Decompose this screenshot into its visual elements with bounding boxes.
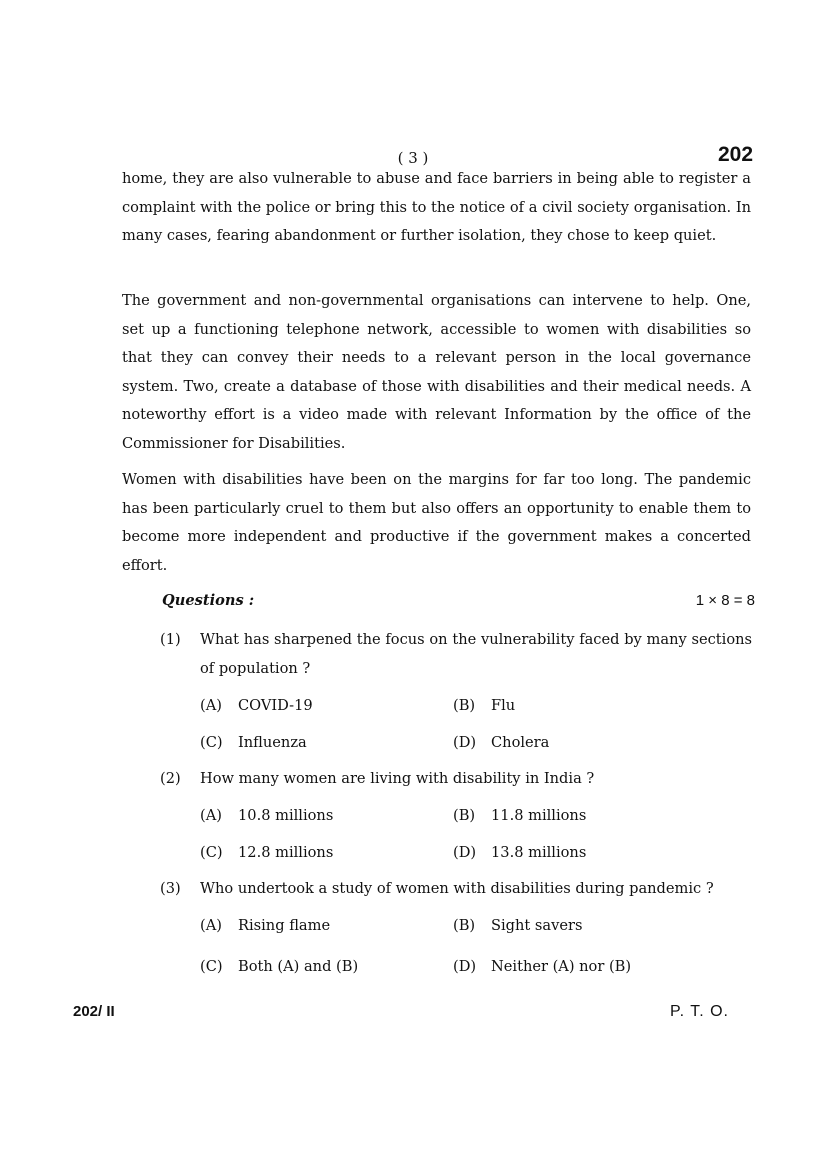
footer-pto: P. T. O. bbox=[670, 1003, 729, 1020]
option-text: 13.8 millions bbox=[491, 844, 587, 861]
option-text: Both (A) and (B) bbox=[238, 958, 359, 975]
option-3d bbox=[453, 956, 631, 978]
option-label: (C) bbox=[200, 844, 223, 861]
question-text: Who undertook a study of women with disabilities during pandemic ? bbox=[200, 880, 714, 897]
option-label: (B) bbox=[453, 917, 476, 934]
option-label: (D) bbox=[453, 958, 477, 975]
option-label: (A) bbox=[200, 697, 222, 714]
option-2c bbox=[200, 842, 333, 864]
question-number: (3) bbox=[160, 880, 181, 897]
option-3b bbox=[453, 915, 582, 937]
option-2d bbox=[453, 842, 586, 864]
option-label: (A) bbox=[200, 807, 222, 824]
option-text: 11.8 millions bbox=[491, 807, 587, 824]
option-label: (B) bbox=[453, 697, 476, 714]
option-text: COVID-19 bbox=[238, 697, 313, 714]
marks-allocation: 1 × 8 = 8 bbox=[695, 592, 755, 609]
question-text: What has sharpened the focus on the vulnerability faced by many sections of population ? bbox=[200, 631, 752, 677]
option-3c bbox=[200, 956, 358, 978]
option-label: (B) bbox=[453, 807, 476, 824]
option-2b bbox=[453, 805, 586, 827]
option-3a bbox=[200, 915, 330, 937]
questions-label: Questions : bbox=[162, 592, 255, 609]
option-text: Cholera bbox=[491, 734, 550, 751]
question-1 bbox=[160, 626, 752, 683]
option-text: Flu bbox=[491, 697, 516, 714]
question-2 bbox=[160, 765, 752, 794]
question-number: (2) bbox=[160, 770, 181, 787]
question-text: How many women are living with disability in India ? bbox=[200, 770, 595, 787]
option-text: Influenza bbox=[238, 734, 307, 751]
option-text: Rising flame bbox=[238, 917, 331, 934]
option-text: 12.8 millions bbox=[238, 844, 334, 861]
paper-code: 202 bbox=[718, 143, 754, 166]
question-number: (1) bbox=[160, 631, 181, 648]
option-1c bbox=[200, 732, 307, 754]
option-1b bbox=[453, 695, 515, 717]
option-label: (D) bbox=[453, 734, 477, 751]
option-1d bbox=[453, 732, 549, 754]
option-text: Sight savers bbox=[491, 917, 583, 934]
option-1a bbox=[200, 695, 313, 717]
option-2a bbox=[200, 805, 333, 827]
page-number: ( 3 ) bbox=[397, 149, 429, 167]
option-label: (D) bbox=[453, 844, 477, 861]
passage-paragraph-2: The government and non-governmental organisations can intervene to help. One, set up a functioning telephone network, accessible to women with disabilities so that they can convey their needs to a relevant person in the local governance system. Two, create a database of those with disabilities and their medical needs. A noteworthy effort is a video made with relevant Information by the office of the Commissioner for Disabilities. bbox=[122, 292, 751, 452]
option-label: (C) bbox=[200, 734, 223, 751]
footer-paper-code: 202/ II bbox=[73, 1003, 115, 1020]
question-3 bbox=[160, 875, 752, 904]
option-text: Neither (A) nor (B) bbox=[491, 958, 632, 975]
passage-paragraph-1: home, they are also vulnerable to abuse and face barriers in being able to register a complaint with the police or bring this to the notice of a civil society organisation. In many cases, fearing abandonment or further isolation, they chose to keep quiet. bbox=[122, 170, 751, 245]
option-label: (C) bbox=[200, 958, 223, 975]
option-label: (A) bbox=[200, 917, 222, 934]
questions-header bbox=[162, 592, 755, 609]
option-text: 10.8 millions bbox=[238, 807, 334, 824]
passage-paragraph-3: Women with disabilities have been on the margins for far too long. The pandemic has been particularly cruel to them but also offers an opportunity to enable them to become more independent and productive if the government makes a concerted effort. bbox=[122, 471, 751, 574]
